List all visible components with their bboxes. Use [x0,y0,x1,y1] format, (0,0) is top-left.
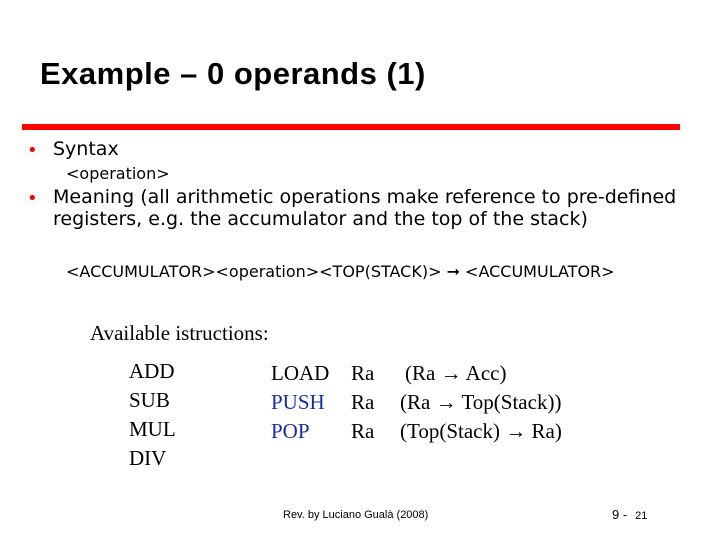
page-number [612,507,647,522]
bullet-dot-icon: • [27,140,38,161]
slide-title: Example – 0 operands (1) [40,56,426,91]
operand-list [351,359,374,446]
mnemonic-list [271,359,329,446]
arithmetic-instructions-list [129,357,176,473]
meaning-item: (Top(Stack) → Ra) [400,419,562,443]
operand-item: Ra [351,361,375,385]
mnemonic-item: PUSH [271,390,325,414]
bullet-syntax: Syntax [53,138,119,160]
instructions-label: Available istructions: [90,321,269,345]
page-number-value: 21 [635,510,648,522]
page-prefix: 9 - [612,507,628,522]
bullet-dot-icon: • [27,188,38,209]
meaning-item: (Ra → Top(Stack)) [400,390,562,414]
bullet-meaning: Meaning (all arithmetic operations make reference to pre-defined registers, e.g. the accumulator and the top of the stack) [53,186,677,230]
mnemonic-item: POP [271,419,310,443]
instruction-item: DIV [129,446,167,470]
instruction-item: ADD [129,359,175,383]
title-divider [22,124,680,130]
meaning-list [400,359,562,446]
meaning-item: (Ra → Acc) [405,361,507,385]
instruction-item: MUL [129,417,176,441]
syntax-detail: <operation> [66,164,170,183]
instruction-item: SUB [129,388,170,412]
mnemonic-item: LOAD [271,361,330,385]
footer-credit: Rev. by Luciano Gualà (2008) [283,509,429,521]
operand-item: Ra [351,390,375,414]
meaning-detail: <ACCUMULATOR><operation><TOP(STACK)> ➞ <ACCUMULATOR> [66,262,615,281]
operand-item: Ra [351,419,375,443]
